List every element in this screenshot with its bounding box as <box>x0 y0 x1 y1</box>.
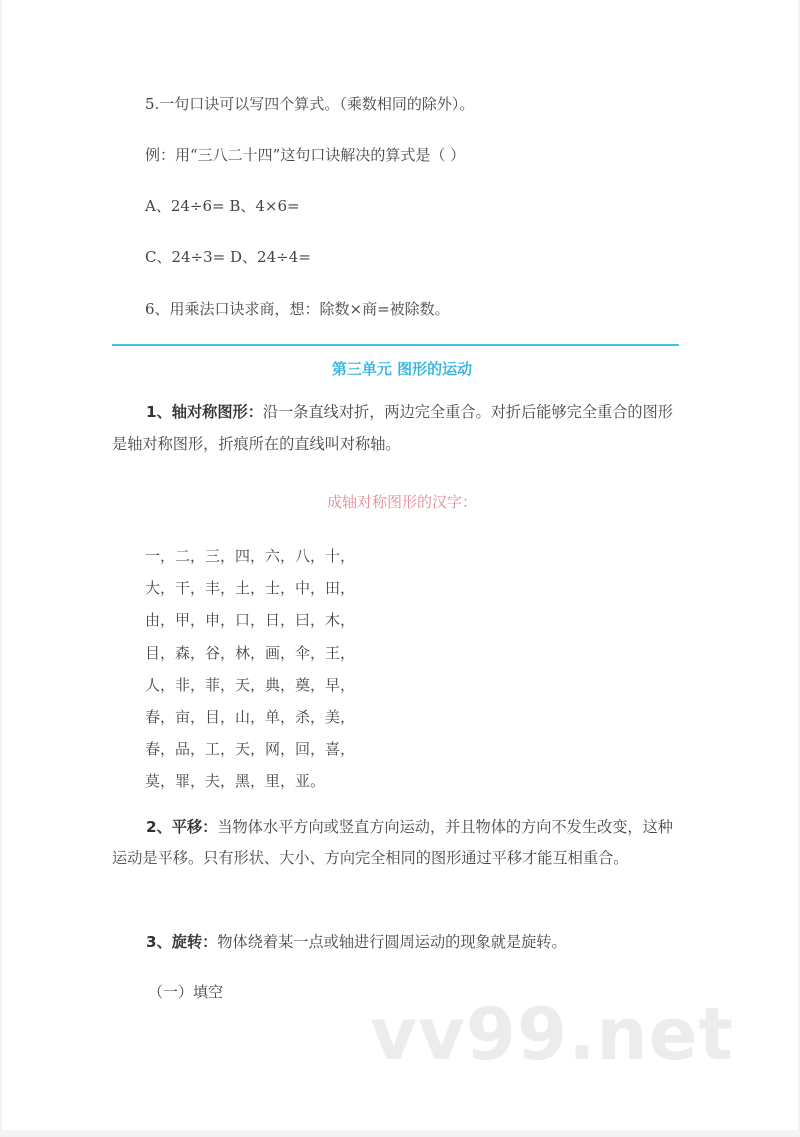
chars-row: 春，品，工，天，网，回，喜， <box>145 740 356 759</box>
chars-row: 由，甲，申，口，日，曰，木， <box>145 611 356 630</box>
options-cd: C、24÷3= D、24÷4= <box>145 248 311 266</box>
section-translation <box>112 812 680 874</box>
section-term: 3、旋转： <box>146 933 218 951</box>
chars-row: 大，干，丰，土，士，中，田， <box>145 579 356 598</box>
unit-title: 第三单元 图形的运动 <box>331 360 473 378</box>
fill-blank-heading: （一）填空 <box>148 983 224 1001</box>
chars-row: 莫，罪，夫，黑，里，亚。 <box>145 772 326 791</box>
chars-row: 春，亩，目，山，单，杀，美， <box>145 708 356 727</box>
chars-row: 一，二，三，四，六，八，十， <box>145 547 356 565</box>
section-term: 1、轴对称图形： <box>146 403 263 421</box>
symmetric-chars-list <box>145 540 355 798</box>
chars-row: 人，非，菲，天，典，奠，早， <box>145 675 356 694</box>
chars-row: 目，森，谷，林，画，伞，王， <box>145 643 356 662</box>
symmetric-chars-heading: 成轴对称图形的汉字： <box>326 493 477 511</box>
item-5: 5.一句口诀可以写四个算式。（乘数相同的除外）。 <box>145 95 475 113</box>
document-page <box>2 0 798 1130</box>
section-term: 2、平移： <box>146 818 218 836</box>
item-6: 6、用乘法口诀求商，想：除数×商=被除数。 <box>145 300 450 318</box>
section-divider <box>112 344 679 346</box>
section-text: 当物体水平方向或竖直方向运动，并且物体的方向不发生改变，这种运动是平移。只有形状、大小、方向完全相同的图形通过平移才能互相重合。 <box>112 818 673 867</box>
section-text: 沿一条直线对折，两边完全重合。对折后能够完全重合的图形是轴对称图形，折痕所在的直线叫对称轴。 <box>112 403 673 453</box>
watermark: vv99.net <box>370 992 734 1076</box>
section-rotation <box>112 926 680 958</box>
section-text: 物体绕着某一点或轴进行圆周运动的现象就是旋转。 <box>217 933 567 951</box>
options-ab: A、24÷6= B、4×6= <box>145 197 300 215</box>
example-question: 例：用“三八二十四”这句口诀解决的算式是（ ） <box>145 146 466 164</box>
section-axis-symmetry <box>112 396 680 460</box>
